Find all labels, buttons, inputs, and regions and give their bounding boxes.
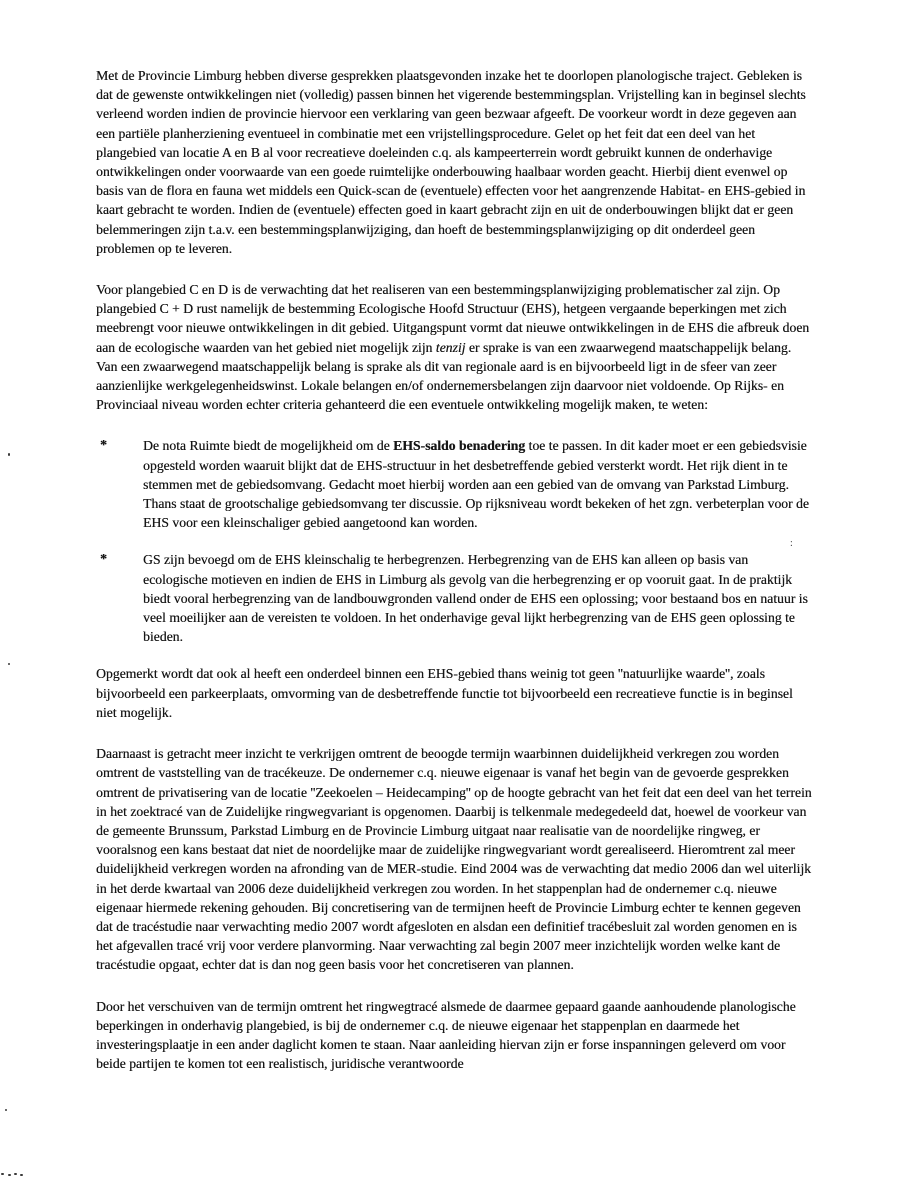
scan-speck [5, 1109, 7, 1111]
paragraph-2-text-continued: er sprake is van een zwaarwegend maatschappelijk belang. Van een zwaarwegend maatschappelijk belang is sprake als dit van regionale aard is en bijvoorbeeld ligt in de sfeer van zeer aanzienlijke werkgelegenheidswinst. Lokale belangen en/of ondernemersbelangen zijn daarvoor niet voldoende. Op Rijks- en Provinciaal niveau worden echter criteria gehanteerd die een eventuele ontwikkeling mogelijk maken, te weten: [96, 339, 792, 413]
bullet-item-herbegrenzen [96, 550, 814, 646]
bullet-1-text [143, 436, 814, 532]
scan-speck [1, 1173, 4, 1175]
bullet-asterisk-marker: * [100, 438, 107, 454]
paragraph-2-text: Voor plangebied C en D is de verwachting dat het realiseren van een bestemmingsplanwijziging problematischer zal zijn. Op plangebied C + D rust namelijk de bestemming Ecologische Hoofd Structuur (EHS), hetgeen vergaande beperkingen met zich meebrengt voor nieuwe ontwikkelingen in dit gebied. Uitgangspunt vormt dat nieuwe ontwikkelingen in de EHS die afbreuk doen aan de ecologische waarden van het gebied niet mogelijk zijn [96, 282, 810, 355]
paragraph-5: Door het verschuiven van de termijn omtrent het ringwegtracé alsmede de daarmee gepaard gaande aanhoudende planologische beperkingen in onderhavig plangebied, is bij de ondernemer c.q. de nieuwe eigenaar het stappenplan en daarmede het investeringsplaatje in een ander daglicht komen te staan. Naar aanleiding hiervan zijn er forse inspanningen geleverd om voor beide partijen te komen tot een realistisch, juridische verantwoorde [96, 998, 796, 1072]
italic-term-tenzij: tenzij [435, 339, 466, 355]
paragraph-4: Daarnaast is getracht meer inzicht te verkrijgen omtrent de beoogde termijn waarbinnen duidelijkheid verkregen zou worden omtrent de vaststelling van de tracékeuze. De ondernemer c.q. nieuwe eigenaar is vanaf het begin van de gevoerde gesprekken omtrent de privatisering van de locatie ''Zeekoelen – Heidecamping'' op de hoogte gebracht van het feit dat een deel van het terrein in het zoektracé van de Zuidelijke ringwegvariant is opgenomen. Daarbij is telkenmale medegedeeld dat, hoewel de voorkeur van de gemeente Brunssum, Parkstad Limburg en de Provincie Limburg uitgaat naar realisatie van de noordelijke ringweg, er vooralsnog een kans bestaat dat niet de noordelijke maar de zuidelijke ringwegvariant wordt gerealiseerd. Hieromtrent zal meer duidelijkheid verkregen worden na afronding van de MER-studie. Eind 2004 was de verwachting dat medio 2006 dan wel uiterlijk in het derde kwartaal van 2006 deze duidelijkheid verkregen zou worden. In het stappenplan had de ondernemer c.q. nieuwe eigenaar hiermede rekening gehouden. Bij concretisering van de termijnen heeft de Provincie Limburg echter te kennen gegeven dat de tracéstudie naar verwachting medio 2007 wordt afgesloten en alsdan een definitief tracébesluit zal worden genomen en is het afgevallen tracé vrij voor verdere planvorming. Naar verwachting zal begin 2007 meer inzichtelijk worden welke kant de tracéstudie opgaat, echter dat is dan nog geen basis voor het concretiseren van plannen. [96, 746, 812, 973]
bullet-item-ehs-saldo [96, 436, 814, 532]
document-text-block [96, 66, 814, 1095]
bullet-1-text-after: toe te passen. In dit kader moet er een gebiedsvisie opgesteld worden waaruit blijkt dat de EHS-structuur in het desbetreffende gebied versterkt wordt. Het rijk dient in te stemmen met de gebiedsomvang. Gedacht moet hierbij worden aan een gebied van de omvang van Parkstad Limburg. Thans staat de grootschalige gebiedsomvang ter discussie. Op rijksniveau wordt bekeken of het zgn. verbeterplan voor de EHS voor een kleinschaliger gebied aangetoond kan worden. [143, 438, 809, 531]
paragraph-2 [96, 280, 814, 414]
paragraph-1: Met de Provincie Limburg hebben diverse gesprekken plaatsgevonden inzake het te doorlopen planologische traject. Gebleken is dat de gewenste ontwikkelingen niet (volledig) passen binnen het vigerende bestemmingsplan. Vrijstelling kan in beginsel slechts verleend worden indien de provincie hiervoor een verklaring van geen bezwaar afgeeft. De voorkeur wordt in deze gegeven aan een partiële planherziening eventueel in combinatie met een vrijstellingsprocedure. Gelet op het feit dat een deel van het plangebied van locatie A en B al voor recreatieve doeleinden c.q. als kampeerterrein wordt gebruikt kunnen de onderhavige ontwikkelingen onder voorwaarde van een goede ruimtelijke onderbouwing haalbaar worden geacht. Hierbij dient evenwel op basis van de flora en fauna wet middels een Quick-scan de (eventuele) effecten voor het aangrenzende Habitat- en EHS-gebied in kaart gebracht te worden. Indien de (eventuele) effecten goed in kaart gebracht zijn en uit de onderbouwingen blijkt dat er geen belemmeringen zijn t.a.v. een bestemmingsplanwijziging, dan hoeft de bestemmingsplanwijziging op dit onderdeel geen problemen op te leveren. [96, 68, 806, 256]
bullet-2-text: GS zijn bevoegd om de EHS kleinschalig te herbegrenzen. Herbegrenzing van de EHS kan alleen op basis van ecologische motieven en indien de EHS in Limburg als gevolg van die herbegrenzing er op vooruit gaat. In de praktijk biedt vooral herbegrenzing van de landbouwgronden vallend onder de EHS een oplossing; voor bestaand bos en natuur is veel moeilijker aan de vereisten te voldoen. In het onderhavige geval lijkt herbegrenzing van de EHS geen oplossing te bieden. [143, 552, 808, 645]
paragraph-3: Opgemerkt wordt dat ook al heeft een onderdeel binnen een EHS-gebied thans weinig tot geen ''natuurlijke waarde'', zoals bijvoorbeeld een parkeerplaats, omvorming van de desbetreffende functie tot bijvoorbeeld een recreatieve functie is in beginsel niet mogelijk. [96, 666, 793, 720]
scan-speck [8, 663, 10, 665]
bullet-1-text-before: De nota Ruimte biedt de mogelijkheid om de [143, 438, 394, 454]
scan-speck [8, 453, 10, 456]
bold-term-ehs-saldo-benadering: EHS-saldo benadering [393, 438, 526, 454]
bullet-asterisk-marker: * [100, 552, 107, 568]
scan-speck [14, 1173, 17, 1175]
scan-colon-artifact: : [790, 538, 793, 549]
scan-speck [20, 1174, 23, 1176]
scan-speck [8, 1174, 11, 1176]
